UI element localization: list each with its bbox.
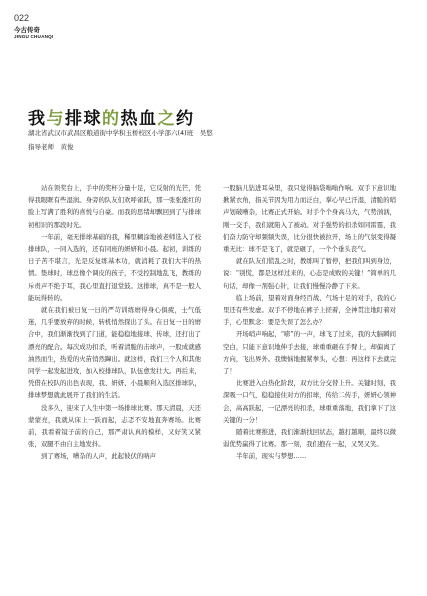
body-paragraph: 一年前，毫无排球基础的我，稀里糊涂地被老师选入了校排球队，一同入选的，还有同班的妍妍和小晨。起初，训练的日子苦不堪言，光是反复练基本功，就消耗了我们大半的热情。垫球时，球总像个调皮的孩子，不受控制地乱飞，教练的斥责声不绝于耳，我心里直打退堂鼓。这排球，真不是一般人能玩得转的。: [28, 232, 201, 302]
article-column-right: [223, 182, 396, 463]
body-paragraph: 没多久，迎来了人生中第一场排球比赛。那天清晨，天还蒙蒙亮，我就从床上一跃而起，忐忑不安地直奔赛场。比赛前，我看着镜子前的自己，那严肃认真的模样，又好笑又紧张，双腿不由自主地发抖。: [28, 403, 201, 449]
title-part: 排球: [65, 109, 102, 129]
body-paragraph: 到了赛场，嘈杂的人声，此起彼伏的呐声: [41, 452, 157, 461]
article-column-left: [28, 182, 201, 463]
author-name: 吴悠: [199, 129, 213, 137]
teacher-byline: 指导老师 黄俊: [28, 143, 74, 151]
title-part: 我: [28, 109, 47, 129]
column-name: 今古传奇: [14, 26, 40, 35]
body-paragraph: 就在队友们慌乱之时，教练叫了暂停，把我们叫到身边，说：“别慌，都是这样过来的，心态是成败的关键！”简单的几句话，却像一剂强心针，让我们慢慢冷静了下来。: [223, 257, 396, 290]
title-part: 热血: [120, 109, 158, 129]
page-number: 022: [14, 13, 30, 23]
column-name-pinyin: JINGU CHUANQI: [14, 34, 54, 40]
title-part-highlight: 之: [157, 109, 176, 129]
body-paragraph: 比赛进入白热化阶段，双方比分交替上升。关键时刻，我深吸一口气，稳稳接住对方的扣球，传给二传手，妍妍心领神会，高高跃起，一记漂亮的扣杀，球重重落地，我们拿下了这关键的一分！: [223, 379, 396, 424]
title-part: 约: [176, 109, 195, 129]
title-part-highlight: 与: [46, 109, 65, 129]
article-title: [28, 104, 195, 129]
body-paragraph: 开场哨声响起，“嘭”的一声，球飞了过来，我的大脑瞬间空白，只能下意识地伸手去接，球重重砸在手臂上，却偏离了方向，飞出界外。我懊恼地握紧拳头，心想：再这样下去就完了！: [223, 330, 396, 376]
author-school: 湖北省武汉市武昌区粮道街中学积玉桥校区小学部六(4)班: [28, 129, 194, 137]
body-paragraph: 临上场前，望着对面身经百战、气场十足的对手，我的心里还有些发虚。双手不停地在裤子上搓着，全神贯注地盯着对手，心里默念：要是失误了怎么办？: [223, 293, 396, 327]
body-paragraph: 站在领奖台上，手中的奖杯分量十足，它反射的光芒，凭得我眼眶有些湿润。身旁的队友们欢呼雀跃，那一张张涨红的脸上写满了胜利的喜悦与自豪。而我的思绪却飘回到了与排球初相识的那段时光。: [28, 184, 201, 229]
author-byline: [28, 128, 213, 137]
title-part-highlight: 的: [102, 109, 121, 129]
page-header: [14, 14, 53, 40]
body-paragraph: 一股脑儿钻进耳朵里，我只觉得脑袋嗡嗡作响。双手下意识地揪紧衣角，指关节因为用力而泛白，掌心早已汗湿，清脆的哨声划破嘈杂，比赛正式开始。对手个个身高马大，气势汹汹，刚一交手，我们就陷入了被动。对手强势的扣杀如同雷霆，我们奋力防守却频频失误，比分很快被拉开，场上的气氛变得凝重无比：球不是飞了，就是砸了，一个个垂头丧气。: [223, 184, 396, 254]
body-paragraph: 随着比赛推进，我们渐渐找回状态，越打越顺，最终以微弱优势赢得了比赛。那一刻，我们抱在一起，又哭又笑。: [223, 428, 396, 449]
body-paragraph: 半年前，现实与梦想……: [236, 452, 307, 461]
body-paragraph: 就在我们被日复一日的严苛训练磨得身心俱疲，士气低迷，几乎要放弃的时候，转机悄然探出了头。在日复一日的磨合中，我们渐渐找到了门道，能稳稳地接球、传球，还打出了漂亮的配合。每次成功扣杀，听着清脆的击球声，一股成就感油然而生，热爱的火苗悄然蹿出。就这样，我们三个人和其他同学一起发起进攻，加入校排球队，队伍愈发壮大。再后来，凭借在校队的出色表现，我、妍妍、小晨顺利入选区排球队，排球梦想就此展开了我们的生活。: [28, 306, 201, 400]
